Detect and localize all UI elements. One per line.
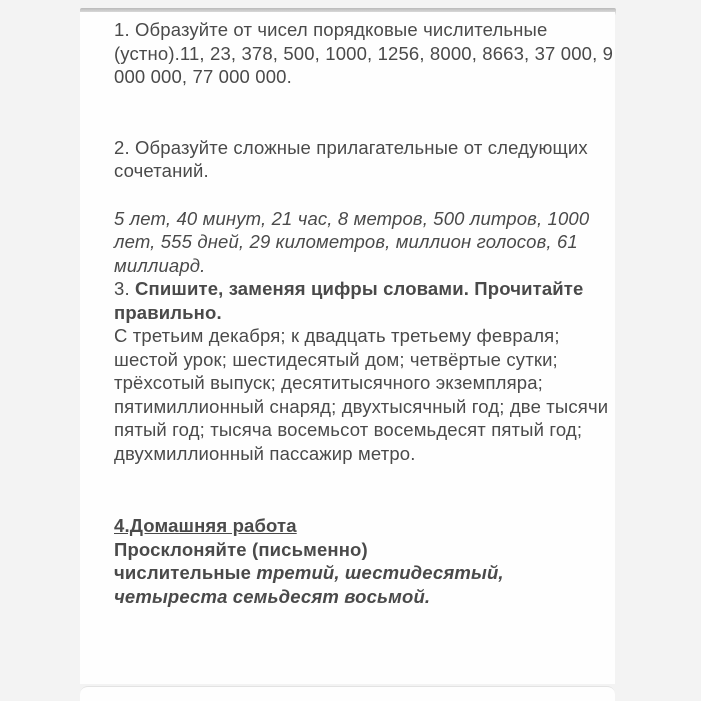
homework-line-1: Просклоняйте (письменно) bbox=[114, 538, 368, 560]
homework-line-2 bbox=[114, 561, 615, 585]
spacer bbox=[114, 89, 615, 136]
task-3-number: 3. bbox=[114, 278, 136, 299]
task-2-examples: 5 лет, 40 минут, 21 час, 8 метров, 500 литров, 1000 лет, 555 дней, 29 километров, миллион голосов, 61 миллиард. bbox=[114, 207, 590, 276]
homework-title: 4.Домашняя работа bbox=[114, 515, 297, 536]
homework-line-3: четыреста семьдесят восьмой. bbox=[114, 585, 431, 607]
task-1-text: 1. Образуйте от чисел порядковые числительные (устно).11, 23, 378, 500, 1000, 1256, 8000, 8663, 37 000, 9 000 000, 77 000 000. bbox=[114, 19, 614, 87]
worksheet-card bbox=[80, 12, 615, 684]
task-3-instruction-line bbox=[114, 277, 615, 324]
homework-line-2-italic: третий, шестидесятый, bbox=[256, 562, 504, 583]
task-2-heading: 2. Образуйте сложные прилагательные от следующих сочетаний. bbox=[114, 136, 588, 181]
task-3-body: С третьим декабря; к двадцать третьему февраля; шестой урок; шестидесятый дом; четвёртые сутки; трёхсотый выпуск; десятитысячного экземпляра; пятимиллионный снаряд; двухтысячный год; две тысячи пятый год; тысяча восемьсот восемьдесят пятый год; двухмиллионный пассажир метро. bbox=[114, 325, 609, 464]
homework-line-2-prefix: числительные bbox=[114, 562, 257, 583]
spacer bbox=[114, 183, 615, 207]
task-3-instruction: Спишите, заменяя цифры словами. Прочитайте правильно. bbox=[114, 278, 584, 323]
next-card-edge bbox=[80, 686, 615, 701]
spacer bbox=[114, 465, 615, 514]
